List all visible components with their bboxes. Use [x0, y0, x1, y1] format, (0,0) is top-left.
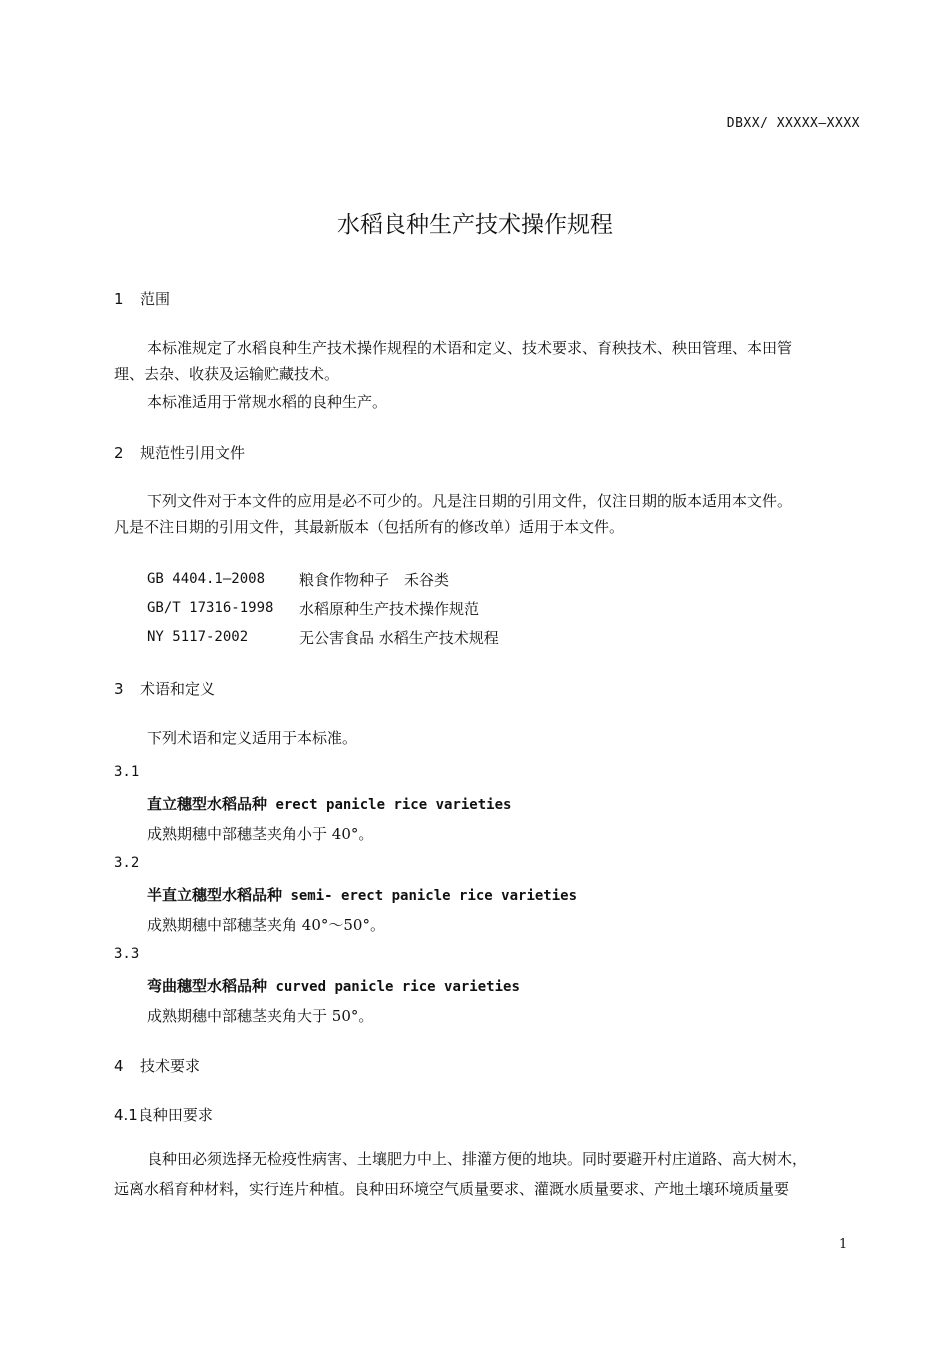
term-number: 3.1	[114, 764, 140, 780]
section-number: 3	[114, 680, 124, 698]
term-name	[147, 884, 577, 905]
term-definition: 成熟期穗中部穗茎夹角小于 40°。	[147, 825, 374, 843]
standard-code: DBXX/ XXXXX—XXXX	[726, 116, 860, 131]
term-number: 3.2	[114, 855, 140, 871]
document-title: 水稻良种生产技术操作规程	[337, 212, 613, 238]
reference-title: 无公害食品 水稻生产技术规程	[299, 629, 499, 647]
requirements-line-2: 远离水稻育种材料，实行连片种植。良种田环境空气质量要求、灌溉水质量要求、产地土壤环境质量要	[114, 1180, 790, 1198]
term-name-zh: 弯曲穗型水稻品种	[147, 977, 268, 995]
section-title: 术语和定义	[140, 680, 216, 698]
scope-paragraph-2: 本标准适用于常规水稻的良种生产。	[147, 393, 388, 411]
section-number: 2	[114, 444, 124, 462]
refs-intro-line-2: 凡是不注日期的引用文件，其最新版本（包括所有的修改单）适用于本文件。	[114, 518, 625, 536]
reference-title: 粮食作物种子 禾谷类	[299, 571, 450, 589]
terms-intro: 下列术语和定义适用于本标准。	[147, 729, 358, 747]
refs-intro-line-1: 下列文件对于本文件的应用是必不可少的。凡是注日期的引用文件，仅注日期的版本适用本文件。	[147, 492, 793, 510]
term-definition: 成熟期穗中部穗茎夹角 40°～50°。	[147, 916, 385, 934]
section-3-heading	[114, 678, 215, 699]
term-name-en: semi- erect panicle rice varieties	[282, 888, 578, 904]
term-number: 3.3	[114, 946, 140, 962]
reference-code: NY 5117-2002	[147, 629, 249, 645]
term-name-en: curved panicle rice varieties	[267, 979, 520, 995]
section-2-heading	[114, 442, 245, 463]
scope-line-2: 理、去杂、收获及运输贮藏技术。	[114, 365, 340, 383]
term-name	[147, 793, 511, 814]
subsection-4-1-heading	[114, 1104, 213, 1125]
term-name	[147, 975, 520, 996]
section-title: 技术要求	[140, 1057, 201, 1075]
term-name-zh: 直立穗型水稻品种	[147, 795, 268, 813]
reference-code: GB/T 17316-1998	[147, 600, 274, 616]
requirements-line-1: 良种田必须选择无检疫性病害、土壤肥力中上、排灌方便的地块。同时要避开村庄道路、高大树木，	[147, 1150, 808, 1168]
section-title: 范围	[140, 290, 171, 308]
section-4-heading	[114, 1055, 200, 1076]
section-number: 1	[114, 290, 124, 308]
reference-title: 水稻原种生产技术操作规范	[299, 600, 480, 618]
section-1-heading	[114, 288, 170, 309]
reference-code: GB 4404.1—2008	[147, 571, 266, 587]
page-number: 1	[839, 1237, 848, 1252]
section-number: 4	[114, 1057, 124, 1075]
subsection-number: 4.1	[114, 1106, 138, 1124]
scope-line-1: 本标准规定了水稻良种生产技术操作规程的术语和定义、技术要求、育秧技术、秧田管理、本田管	[147, 339, 793, 357]
term-name-zh: 半直立穗型水稻品种	[147, 886, 283, 904]
section-title: 规范性引用文件	[140, 444, 246, 462]
term-definition: 成熟期穗中部穗茎夹角大于 50°。	[147, 1007, 374, 1025]
term-name-en: erect panicle rice varieties	[267, 797, 512, 813]
subsection-title: 良种田要求	[137, 1106, 213, 1124]
